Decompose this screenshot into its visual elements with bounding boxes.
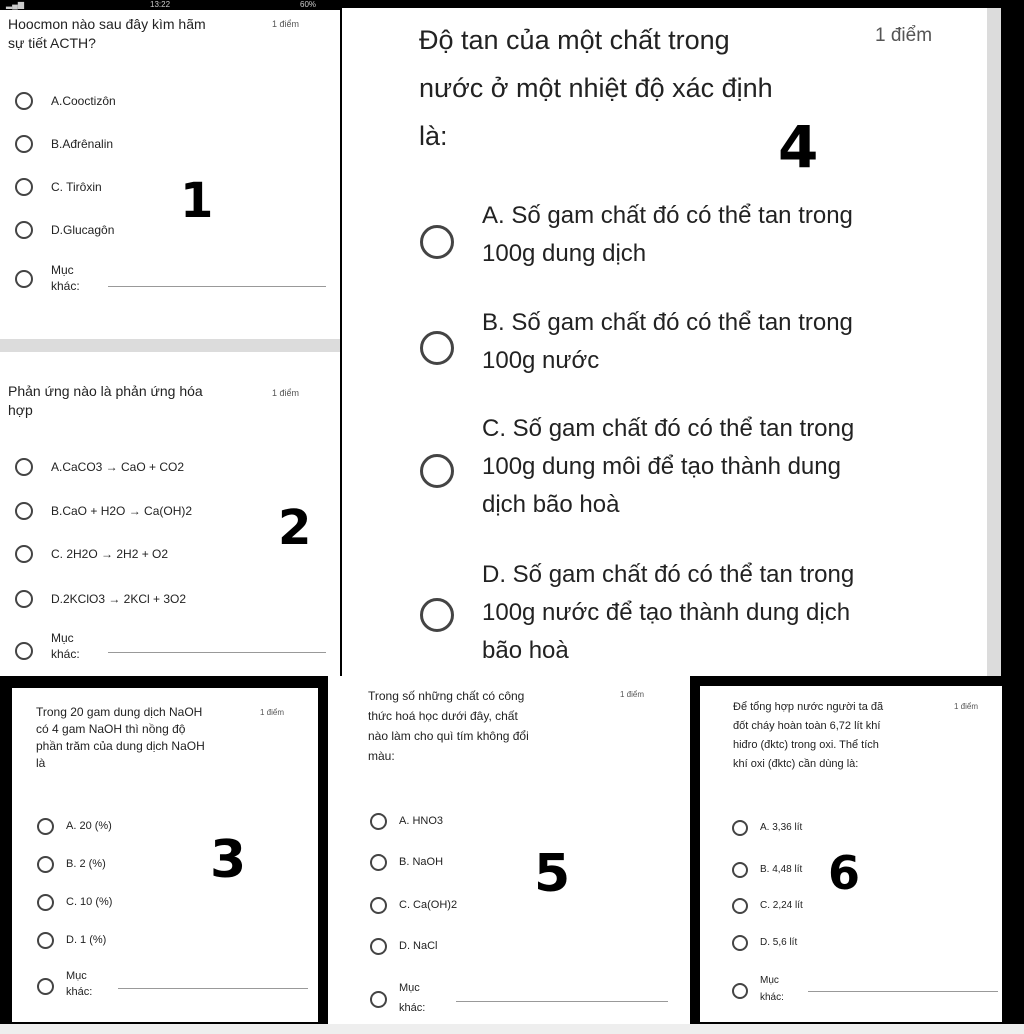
annotation-number-1: 1 [180, 173, 214, 229]
option-a-label: A. Số gam chất đó có thể tan trong 100g dung dịch [482, 202, 853, 267]
option-b-label: B. 4,48 lít [760, 864, 803, 875]
question-card-3 [12, 688, 318, 1022]
radio-option-a[interactable] [15, 92, 33, 110]
other-label: Mục khác: [51, 263, 80, 294]
points-label: 1 điểm [272, 19, 300, 29]
points-label: 1 điểm [954, 702, 979, 711]
option-a-label: A.CaCO3 → CaO + CO2 [51, 460, 185, 474]
option-c-label: C. Tirôxin [51, 180, 102, 194]
radio-option-b[interactable] [420, 331, 454, 365]
radio-option-other[interactable] [15, 642, 33, 660]
annotation-number-4: 4 [778, 113, 819, 181]
points-label: 1 điểm [620, 690, 645, 699]
radio-option-d[interactable] [420, 598, 454, 632]
annotation-number-3: 3 [210, 830, 247, 890]
status-time: 13:22 [150, 0, 171, 9]
option-a-label: A. 20 (%) [66, 820, 112, 832]
radio-option-d[interactable] [732, 935, 748, 951]
option-b-label: B.CaO + H2O → Ca(OH)2 [51, 504, 193, 518]
signal-icon: ▂▄▆ [6, 0, 24, 9]
other-text-input[interactable] [456, 1001, 668, 1002]
annotation-number-2: 2 [278, 500, 312, 556]
radio-option-b[interactable] [37, 856, 54, 873]
radio-option-b[interactable] [15, 502, 33, 520]
option-a-label: A.Cooctizôn [51, 94, 116, 108]
divider [0, 339, 340, 352]
option-b-label: B. NaOH [399, 856, 444, 868]
option-d-label: D. 5,6 lít [760, 937, 798, 948]
radio-option-other[interactable] [15, 270, 33, 288]
status-battery: 60% [300, 0, 317, 9]
option-c-label: C. Ca(OH)2 [399, 899, 458, 911]
other-text-input[interactable] [108, 652, 326, 653]
other-label: Mục khác: [66, 970, 93, 998]
radio-option-a[interactable] [37, 818, 54, 835]
radio-option-a[interactable] [732, 820, 748, 836]
points-label: 1 điểm [875, 25, 933, 46]
other-label: Mục khác: [51, 631, 80, 662]
question-title: Để tổng hợp nước người ta đã đốt cháy hoàn toàn 6,72 lít khí hiđro (đktc) trong oxi. Thể tích khí oxi (đktc) cần dùng là: [733, 701, 884, 770]
bottom-edge [0, 1024, 1024, 1034]
option-d-label: D.Glucagôn [51, 223, 115, 237]
question-card-2 [0, 352, 340, 676]
option-d-label: D. NaCl [399, 940, 438, 952]
other-label: Mục khác: [399, 982, 426, 1014]
question-card-1 [0, 10, 340, 339]
radio-option-d[interactable] [15, 590, 33, 608]
radio-option-a[interactable] [420, 225, 454, 259]
radio-option-c[interactable] [420, 454, 454, 488]
option-c-label: C. Số gam chất đó có thể tan trong 100g dung môi để tạo thành dung dịch bão hoà [482, 415, 855, 518]
radio-option-other[interactable] [732, 983, 748, 999]
question-card-4 [342, 8, 987, 676]
radio-option-c[interactable] [15, 178, 33, 196]
option-b-label: B.Ađrênalin [51, 137, 114, 151]
radio-option-b[interactable] [15, 135, 33, 153]
other-label: Mục khác: [760, 975, 784, 1003]
option-c-label: C. 10 (%) [66, 896, 113, 908]
option-a-label: A. 3,36 lít [760, 822, 803, 833]
option-a-label: A. HNO3 [399, 815, 444, 827]
status-bar [0, 0, 340, 10]
radio-option-c[interactable] [370, 897, 387, 914]
option-d-label: D. Số gam chất đó có thể tan trong 100g nước để tạo thành dung dịch bão hoà [482, 561, 855, 664]
option-b-label: B. 2 (%) [66, 858, 106, 870]
option-c-label: C. 2,24 lít [760, 900, 803, 911]
radio-option-d[interactable] [37, 932, 54, 949]
annotation-number-6: 6 [828, 846, 861, 900]
points-label: 1 điểm [260, 708, 285, 717]
radio-option-c[interactable] [15, 545, 33, 563]
radio-option-b[interactable] [732, 862, 748, 878]
radio-option-b[interactable] [370, 854, 387, 871]
radio-option-other[interactable] [370, 991, 387, 1008]
radio-option-a[interactable] [15, 458, 33, 476]
question-card-5 [328, 676, 690, 1034]
scroll-edge [987, 8, 1001, 676]
question-title: Hoocmon nào sau đây kìm hãm sự tiết ACTH? [8, 16, 206, 51]
question-title: Trong số những chất có công thức hoá học dưới đây, chất nào làm cho quì tím không đổi màu: [368, 689, 529, 763]
question-title: Độ tan của một chất trong nước ở một nhiệt độ xác định là: [419, 25, 773, 151]
question-title: Phản ứng nào là phản ứng hóa hợp [8, 383, 203, 418]
points-label: 1 điểm [272, 388, 300, 398]
annotation-number-5: 5 [534, 844, 571, 904]
other-text-input[interactable] [108, 286, 326, 287]
other-text-input[interactable] [118, 988, 308, 989]
radio-option-d[interactable] [15, 221, 33, 239]
radio-option-c[interactable] [732, 898, 748, 914]
option-b-label: B. Số gam chất đó có thể tan trong 100g nước [482, 309, 853, 374]
radio-option-c[interactable] [37, 894, 54, 911]
option-d-label: D.2KClO3 → 2KCl + 3O2 [51, 592, 187, 606]
radio-option-other[interactable] [37, 978, 54, 995]
radio-option-d[interactable] [370, 938, 387, 955]
option-c-label: C. 2H2O → 2H2 + O2 [51, 547, 169, 561]
radio-option-a[interactable] [370, 813, 387, 830]
question-title: Trong 20 gam dung dịch NaOH có 4 gam NaOH thì nồng độ phần trăm của dung dịch NaOH là [36, 705, 205, 770]
other-text-input[interactable] [808, 991, 998, 992]
option-d-label: D. 1 (%) [66, 934, 107, 946]
question-card-6 [700, 686, 1002, 1022]
